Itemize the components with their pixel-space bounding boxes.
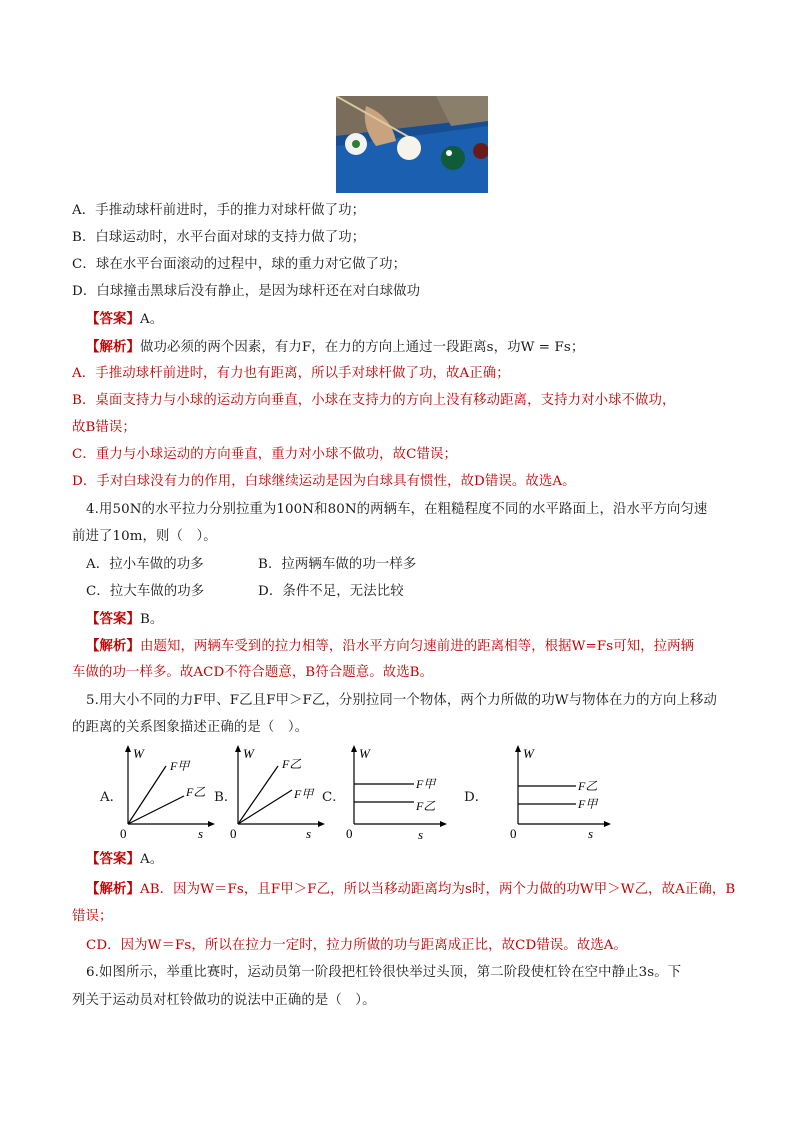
q3-explanation-a: A．手推动球杆前进时，有力也有距离，所以手对球杆做了功，故A正确； xyxy=(72,366,510,381)
graph-label-a: A． xyxy=(100,790,124,805)
axis-w-label: W xyxy=(359,746,370,761)
axis-s-label: s xyxy=(306,826,312,840)
graph-b xyxy=(228,744,326,840)
origin-label: 0 xyxy=(230,826,237,840)
axis-w-label: W xyxy=(523,746,534,761)
q5-explanation-3: CD．因为W＝Fs，所以在拉力一定时，拉力所做的功与距离成正比，故CD错误。故选A。 xyxy=(86,938,628,953)
explanation-tag: 【解析】 xyxy=(86,881,140,897)
q3-option-a: A．手推动球杆前进时，手的推力对球杆做了功； xyxy=(72,203,366,218)
q3-option-d: D．白球撞击黑球后没有静止，是因为球杆还在对白球做功 xyxy=(72,284,421,299)
q3-explanation-b1: B．桌面支持力与小球的运动方向垂直，小球在支持力的方向上没有移动距离，支持力对小球不做功， xyxy=(72,393,676,408)
x-axis-arrow xyxy=(604,821,611,827)
axis-s-label: s xyxy=(198,826,204,840)
x-axis-arrow xyxy=(318,821,325,827)
q4-stem-2: 前进了10m，则（ ）。 xyxy=(72,529,217,544)
q5-explanation-1 xyxy=(86,880,735,899)
line-f-jia xyxy=(238,790,292,824)
origin-label: 0 xyxy=(120,826,127,840)
line-f-yi xyxy=(238,766,278,824)
q6-stem-1: 6.如图所示，举重比赛时，运动员第一阶段把杠铃很快举过头顶，第二阶段使杠铃在空中静止3s。下 xyxy=(86,965,682,980)
answer-tag: 【答案】 xyxy=(86,851,140,867)
answer-value: A。 xyxy=(139,312,164,327)
q5-stem-2: 的距离的关系图象描述正确的是（ ）。 xyxy=(72,720,309,735)
q4-option-c: C．拉大车做的功多 xyxy=(86,584,205,599)
line-f-jia xyxy=(128,766,166,824)
label-f-jia: F甲 xyxy=(294,787,314,801)
origin-label: 0 xyxy=(510,826,517,840)
label-f-yi: F乙 xyxy=(186,785,206,799)
q3-option-b: B．白球运动时，水平台面对球的支持力做了功； xyxy=(72,230,366,245)
q4-option-a: A．拉小车做的功多 xyxy=(86,557,204,572)
explanation-text: AB．因为W＝Fs，且F甲＞F乙，所以当移动距离均为s时，两个力做的功W甲＞W乙，故A正确，B xyxy=(139,882,736,897)
q5-explanation-2: 错误； xyxy=(72,909,113,924)
explanation-tag: 【解析】 xyxy=(86,638,140,654)
billiards-photo xyxy=(336,96,488,193)
label-f-yi: F乙 xyxy=(578,779,598,793)
graph-a xyxy=(118,744,216,840)
label-f-yi: F乙 xyxy=(416,799,436,813)
y-axis-arrow xyxy=(125,745,131,752)
axis-w-label: W xyxy=(243,746,254,761)
q4-stem-1: 4.用50N的水平拉力分别拉重为100N和80N的两辆车，在粗糙程度不同的水平路面上，沿水平方向匀速 xyxy=(86,502,708,517)
answer-tag: 【答案】 xyxy=(86,611,140,627)
graph-label-b: B． xyxy=(214,790,238,805)
label-f-jia: F甲 xyxy=(578,797,598,811)
graph-c xyxy=(344,744,448,840)
x-axis-arrow xyxy=(208,821,215,827)
graph-label-c: C． xyxy=(322,790,346,805)
axis-s-label: s xyxy=(588,826,594,840)
answer-value: B。 xyxy=(139,612,164,627)
q4-explanation-2: 车做的功一样多。故ACD不符合题意，B符合题意。故选B。 xyxy=(72,665,434,680)
q3-explanation-d: D．手对白球没有力的作用，白球继续运动是因为白球具有惯性，故D错误。故选A。 xyxy=(72,474,576,489)
explanation-text: 由题知，两辆车受到的拉力相等，沿水平方向匀速前进的距离相等，根据W=Fs可知，拉两辆 xyxy=(139,639,695,654)
q3-explanation-b2: 故B错误； xyxy=(72,420,136,435)
q4-answer xyxy=(86,610,163,629)
graph-label-d: D． xyxy=(464,790,489,805)
label-f-jia: F甲 xyxy=(416,777,436,791)
answer-tag: 【答案】 xyxy=(86,311,140,327)
y-axis-arrow xyxy=(515,745,521,752)
q3-option-c: C．球在水平台面滚动的过程中，球的重力对它做了功； xyxy=(72,257,407,272)
origin-label: 0 xyxy=(346,826,353,840)
label-f-yi: F乙 xyxy=(282,757,302,771)
explanation-text: 做功必须的两个因素，有力F，在力的方向上通过一段距离s，功W = Fs； xyxy=(139,340,585,355)
axis-w-label: W xyxy=(133,746,144,761)
q3-explanation xyxy=(86,338,584,357)
x-axis-arrow xyxy=(440,821,447,827)
label-f-jia: F甲 xyxy=(170,759,190,773)
q5-stem-1: 5.用大小不同的力F甲、F乙且F甲＞F乙，分别拉同一个物体，两个力所做的功W与物体在力的方向上移动 xyxy=(86,693,718,708)
graph-d xyxy=(508,744,612,840)
q4-option-b: B．拉两辆车做的功一样多 xyxy=(258,557,417,572)
line-f-yi xyxy=(128,796,184,824)
y-axis-arrow xyxy=(351,745,357,752)
explanation-tag: 【解析】 xyxy=(86,339,140,355)
y-axis-arrow xyxy=(235,745,241,752)
q5-answer xyxy=(86,850,163,869)
answer-value: A。 xyxy=(139,852,164,867)
q3-explanation-c: C．重力与小球运动的方向垂直，重力对小球不做功，故C错误； xyxy=(72,447,457,462)
q4-option-d: D．条件不足，无法比较 xyxy=(258,584,404,599)
q6-stem-2: 列关于运动员对杠铃做功的说法中正确的是（ ）。 xyxy=(72,993,376,1008)
q4-explanation-1 xyxy=(86,637,694,656)
q3-answer xyxy=(86,310,163,329)
axis-s-label: s xyxy=(418,827,424,840)
